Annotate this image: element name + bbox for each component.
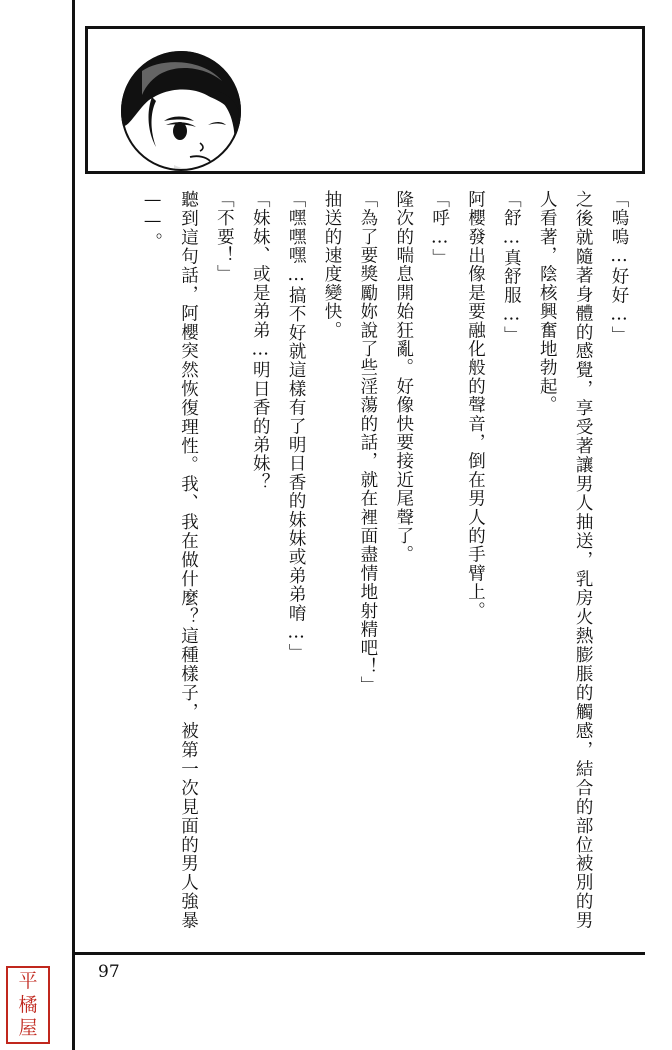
header-illustration-box xyxy=(85,26,645,174)
text-line: 「妹妹、或是弟弟…明日香的弟妹？ xyxy=(250,190,271,492)
text-line: 「舒…真舒服…」 xyxy=(501,190,522,345)
seal-char: 屋 xyxy=(18,1016,38,1039)
text-line: 「嗚嗚…好好…」 xyxy=(609,190,629,345)
page-body-text xyxy=(96,190,636,930)
publisher-seal-stamp xyxy=(6,966,50,1044)
text-line: 「嘿嘿嘿…搞不好就這樣有了明日香的妹妹或弟弟唷…」 xyxy=(286,190,307,663)
page-footer-rule xyxy=(72,952,645,955)
text-line: 之後就隨著身體的感覺，享受著讓男人抽送，乳房火熱膨脹的觸感，結合的部位被別的男人看著，陰核興奮地勃起。 xyxy=(537,190,594,930)
seal-char: 平 xyxy=(18,970,38,993)
page-left-rule xyxy=(72,0,75,1050)
text-line: 「呼…」 xyxy=(429,190,450,268)
text-line: 「為了要獎勵妳說了些淫蕩的話，就在裡面盡情地射精吧！」 xyxy=(357,190,378,695)
seal-char: 橘 xyxy=(18,993,38,1016)
page-number: 97 xyxy=(98,962,120,982)
text-line: 抽送的速度變快。 xyxy=(322,190,342,340)
text-line: 阿櫻發出像是要融化般的聲音，倒在男人的手臂上。 xyxy=(465,190,486,621)
text-line: 「不要！」 xyxy=(214,190,235,284)
text-line: 隆次的喘息開始狂亂。好像快要接近尾聲了。 xyxy=(393,190,414,564)
circular-portrait-icon xyxy=(112,51,250,171)
text-line: 聽到這句話，阿櫻突然恢復理性。我、我在做什麼？這種樣子，被第一次見面的男人強暴——。 xyxy=(142,190,199,930)
